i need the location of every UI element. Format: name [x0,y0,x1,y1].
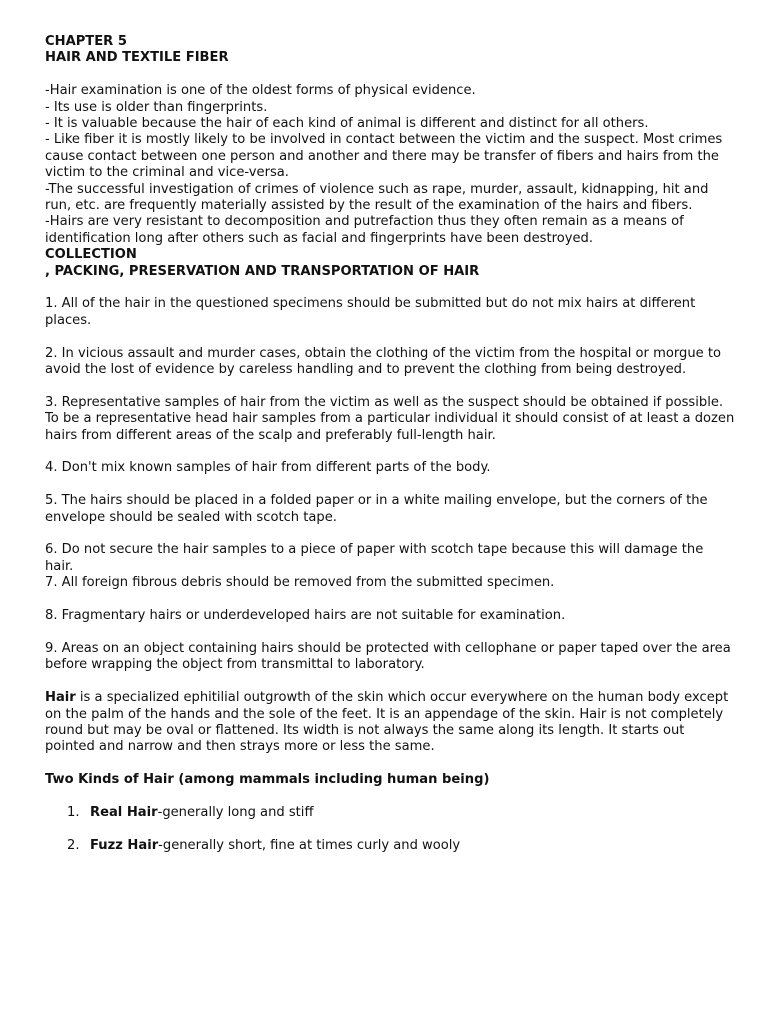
collection-item: 2. In vicious assault and murder cases, obtain the clothing of the victim from the hospital or morgue to avoid the lost of evidence by careless handling and to prevent the clothing from being destroyed. [45,345,721,378]
document-page [45,34,735,871]
list-number: 1. [67,804,80,820]
collection-item: 6. Do not secure the hair samples to a piece of paper with scotch tape because this will damage the hair. [45,542,704,574]
list-item [45,805,735,821]
chapter-title: HAIR AND TEXTILE FIBER [45,50,229,66]
intro-paragraph: -The successful investigation of crimes of violence such as rape, murder, assault, kidnapping, hit and run, etc. are frequently materially assisted by the result of the examination of the hairs and fibers. [45,181,709,214]
hair-definition-text: is a specialized ephitilial outgrowth of the skin which occur everywhere on the human body except on the palm of the hands and the sole of the feet. It is an appendage of the skin. Hair is not completely round but may be oval or flattened. Its width is not always the same along its length. It starts out pointed and narrow and then strays more or less the same. [45,690,729,755]
chapter-number: CHAPTER 5 [45,34,127,49]
collection-heading: COLLECTION [45,247,137,263]
collection-item: 4. Don't mix known samples of hair from different parts of the body. [45,460,491,476]
kinds-heading: Two Kinds of Hair (among mammals including human being) [45,772,490,788]
hair-term: Hair [45,690,76,706]
collection-item: 5. The hairs should be placed in a folded paper or in a white mailing envelope, but the corners of the envelope should be sealed with scotch tape. [45,493,708,525]
hair-definition-paragraph [45,690,735,756]
intro-paragraph: - It is valuable because the hair of each kind of animal is different and distinct for all others. [45,116,649,132]
intro-paragraph: -Hairs are very resistant to decomposition and putrefaction thus they often remain as a means of identification long after others such as facial and fingerprints have been destroyed. [45,214,684,246]
intro-paragraph: -Hair examination is one of the oldest forms of physical evidence. [45,83,476,99]
list-number: 2. [67,837,80,853]
kinds-list [45,805,735,854]
list-item [45,838,735,854]
collection-item: 3. Representative samples of hair from the victim as well as the suspect should be obtained if possible. To be a representative head hair samples from a particular individual it should consist of at least a dozen hairs from different areas of the scalp and preferably full-length hair. [45,394,735,443]
kind-term: Fuzz Hair [90,837,159,853]
kind-term: Real Hair [90,804,158,820]
collection-item: 8. Fragmentary hairs or underdeveloped hairs are not suitable for examination. [45,608,566,624]
intro-paragraph: - Like fiber it is mostly likely to be involved in contact between the victim and the suspect. Most crimes cause contact between one person and another and there may be transfer of fibers and hairs from the victim to the criminal and vice-versa. [45,132,723,181]
intro-paragraph: - Its use is older than fingerprints. [45,99,268,115]
collection-item: 9. Areas on an object containing hairs should be protected with cellophane or paper taped over the area before wrapping the object from transmittal to laboratory. [45,640,731,673]
collection-item: 1. All of the hair in the questioned specimens should be submitted but do not mix hairs at different places. [45,296,696,328]
kind-description: -generally long and stiff [157,804,314,820]
collection-subheading: , PACKING, PRESERVATION AND TRANSPORTATION OF HAIR [45,263,480,279]
kind-description: -generally short, fine at times curly and wooly [158,837,461,853]
collection-item: 7. All foreign fibrous debris should be removed from the submitted specimen. [45,575,555,591]
